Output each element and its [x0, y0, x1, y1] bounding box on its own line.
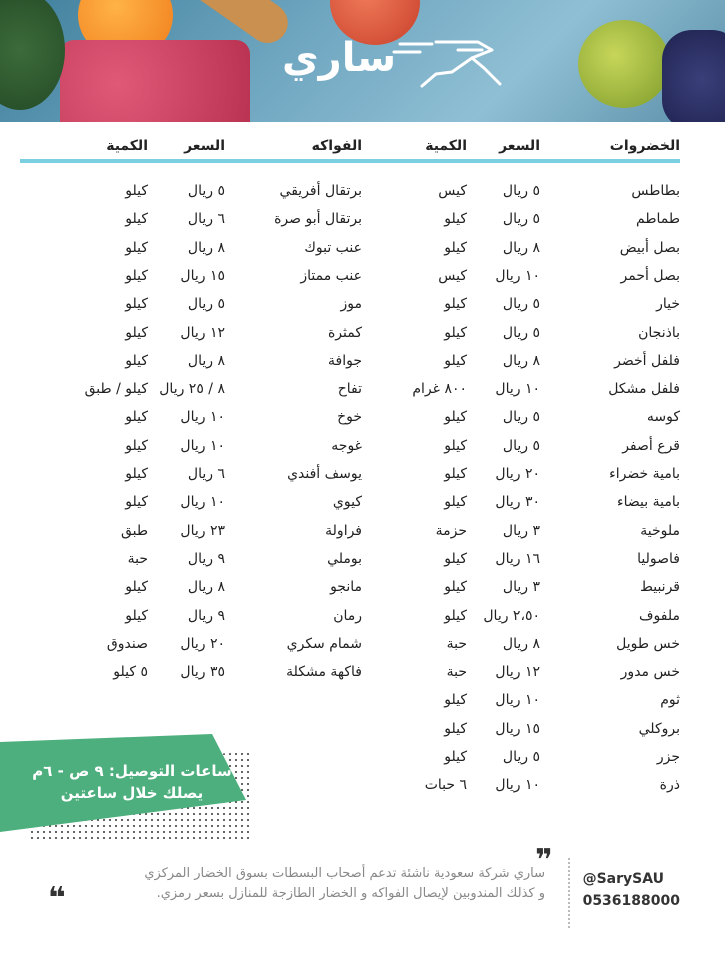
fruit-row	[0, 661, 725, 683]
fruit-row	[0, 293, 725, 315]
veg-qty: كيلو	[444, 240, 467, 256]
fruit-qty: كيلو	[125, 466, 148, 482]
about-line-1: ساري شركة سعودية ناشئة تدعم أصحاب البسطات بسوق الخضار المركزي	[144, 866, 545, 881]
fruit-qty: كيلو	[125, 268, 148, 284]
veg-name: خس مدور	[620, 664, 680, 680]
fruit-name: بوملي	[327, 551, 362, 567]
sary-logo	[282, 34, 512, 94]
kale-image	[0, 0, 65, 110]
fruit-price: ١٠ ريال	[180, 494, 225, 510]
veg-qty: كيلو	[444, 438, 467, 454]
fruit-qty: كيلو	[125, 211, 148, 227]
veg-price: ١٥ ريال	[495, 721, 540, 737]
fruit-row	[0, 406, 725, 428]
veg-price: ٣ ريال	[502, 523, 540, 539]
fruit-price: ٨ ريال	[187, 353, 225, 369]
veg-price: ٢٠ ريال	[495, 466, 540, 482]
fruit-price: ٨ ريال	[187, 240, 225, 256]
blueberries-image	[662, 30, 725, 122]
fruit-price-header: السعر	[184, 138, 225, 154]
fruit-qty: ٥ كيلو	[113, 664, 148, 680]
fruit-name: شمام سكري	[286, 636, 362, 652]
veg-price: ٥ ريال	[502, 325, 540, 341]
veg-price: ١٠ ريال	[495, 268, 540, 284]
contact-block	[583, 868, 680, 912]
veg-price: ٥ ريال	[502, 211, 540, 227]
header-banner	[0, 0, 725, 122]
fruit-qty: كيلو	[125, 409, 148, 425]
veg-price: ١٠ ريال	[495, 692, 540, 708]
veg-price: ٢،٥٠ ريال	[483, 608, 540, 624]
quote-open-icon: ❞	[535, 843, 553, 878]
fruit-row	[0, 322, 725, 344]
veg-qty: كيلو	[444, 211, 467, 227]
veg-qty: كيلو	[444, 721, 467, 737]
fruit-name: كيوي	[332, 494, 362, 510]
veg-price: ٨ ريال	[502, 353, 540, 369]
veg-qty: كيلو	[444, 325, 467, 341]
veg-name: بامية بيضاء	[617, 494, 680, 510]
fruit-qty: كيلو	[125, 296, 148, 312]
about-text	[65, 864, 545, 904]
veg-price: ١٦ ريال	[495, 551, 540, 567]
fruit-name: مانجو	[330, 579, 362, 595]
fruit-name: برتقال أبو صرة	[274, 211, 362, 227]
veg-price: ٥ ريال	[502, 438, 540, 454]
fruit-price: ٦ ريال	[187, 466, 225, 482]
veg-price: ٣٠ ريال	[495, 494, 540, 510]
veg-row	[0, 689, 725, 711]
veg-qty: كيلو	[444, 551, 467, 567]
fruit-row	[0, 633, 725, 655]
veg-price: ١٠ ريال	[495, 381, 540, 397]
veg-qty: ٦ حبات	[424, 777, 467, 793]
fruit-price: ١٥ ريال	[180, 268, 225, 284]
fruit-price: ١٢ ريال	[180, 325, 225, 341]
fruit-name: عنب ممتاز	[300, 268, 362, 284]
veg-price: ٥ ريال	[502, 296, 540, 312]
veg-name: فلفل مشكل	[608, 381, 680, 397]
veg-qty: كيلو	[444, 409, 467, 425]
fruit-row	[0, 378, 725, 400]
veg-qty-header: الكمية	[425, 138, 467, 154]
fruit-row	[0, 520, 725, 542]
fruit-name: كمثرة	[327, 325, 362, 341]
veg-name: بصل أحمر	[620, 268, 680, 284]
veg-name: ثوم	[660, 692, 680, 708]
fruit-row	[0, 237, 725, 259]
veg-price: ٨ ريال	[502, 240, 540, 256]
veg-header: الخضروات	[609, 138, 680, 154]
veg-price-header: السعر	[499, 138, 540, 154]
fruit-row	[0, 491, 725, 513]
veg-name: باذنجان	[638, 325, 680, 341]
fruit-name: جوافة	[328, 353, 362, 369]
veg-qty: حزمة	[435, 523, 467, 539]
veg-name: ملوخية	[640, 523, 680, 539]
veg-name: ذرة	[659, 777, 680, 793]
veg-price: ١٠ ريال	[495, 777, 540, 793]
fruit-qty: كيلو	[125, 353, 148, 369]
fruit-name: غوجه	[331, 438, 362, 454]
veg-qty: حبة	[446, 664, 467, 680]
avocado-image	[578, 20, 670, 108]
fruit-row	[0, 605, 725, 627]
fruit-row	[0, 265, 725, 287]
fruit-price: ٨ / ٢٥ ريال	[159, 381, 225, 397]
veg-name: جزر	[656, 749, 680, 765]
raspberry-basket-image	[60, 40, 250, 122]
veg-name: فاصوليا	[637, 551, 680, 567]
fruit-header: الفواكه	[311, 138, 362, 154]
fruit-price: ١٠ ريال	[180, 438, 225, 454]
fruit-name: تفاح	[337, 381, 362, 397]
fruit-qty: صندوق	[106, 636, 148, 652]
fruit-qty: حبة	[127, 551, 148, 567]
veg-qty: كيلو	[444, 749, 467, 765]
veg-qty: كيلو	[444, 692, 467, 708]
fruit-row	[0, 576, 725, 598]
veg-name: فلفل أخضر	[614, 353, 680, 369]
fruit-price: ٩ ريال	[187, 608, 225, 624]
veg-qty: كيلو	[444, 296, 467, 312]
fruit-row	[0, 350, 725, 372]
fruit-row	[0, 435, 725, 457]
about-line-2: و كذلك المندوبين لإيصال الفواكه و الخضار الطازجة للمنازل بسعر رمزي.	[156, 886, 545, 901]
veg-price: ٥ ريال	[502, 183, 540, 199]
footer-separator	[568, 858, 570, 928]
veg-price: ٨ ريال	[502, 636, 540, 652]
fruit-price: ١٠ ريال	[180, 409, 225, 425]
delivery-banner	[0, 734, 252, 842]
fruit-name: يوسف أفندي	[287, 466, 362, 482]
fruit-name: فاكهة مشكلة	[286, 664, 362, 680]
fruit-name: خوخ	[337, 409, 362, 425]
fruit-price: ٣٥ ريال	[180, 664, 225, 680]
fruit-qty-header: الكمية	[106, 138, 148, 154]
fruit-name: موز	[340, 296, 362, 312]
veg-qty: حبة	[446, 636, 467, 652]
fruit-qty: كيلو	[125, 325, 148, 341]
veg-name: خس طويل	[616, 636, 680, 652]
veg-name: بطاطس	[631, 183, 680, 199]
delivery-runner-icon	[392, 34, 512, 94]
fruit-price: ٨ ريال	[187, 579, 225, 595]
veg-price: ٥ ريال	[502, 749, 540, 765]
veg-qty: كيلو	[444, 353, 467, 369]
header-divider	[20, 159, 680, 163]
fruit-name: فراولة	[325, 523, 362, 539]
fruit-row	[0, 208, 725, 230]
veg-name: ملفوف	[639, 608, 680, 624]
veg-price: ١٢ ريال	[495, 664, 540, 680]
fruit-name: برتقال أفريقي	[279, 183, 362, 199]
veg-qty: ٨٠٠ غرام	[412, 381, 467, 397]
twitter-handle[interactable]: @SarySAU	[582, 871, 664, 887]
veg-qty: كيلو	[444, 494, 467, 510]
fruit-price: ٥ ريال	[187, 296, 225, 312]
fruit-price: ٢٠ ريال	[180, 636, 225, 652]
fruit-name: رمان	[333, 608, 362, 624]
veg-name: قرنبيط	[639, 579, 680, 595]
fruit-price: ٥ ريال	[187, 183, 225, 199]
fruit-row	[0, 180, 725, 202]
veg-qty: كيس	[438, 268, 467, 284]
fruit-qty: كيلو	[125, 608, 148, 624]
veg-name: بامية خضراء	[609, 466, 680, 482]
delivery-eta: يصلك خلال ساعتين	[60, 784, 204, 802]
quote-close-icon: ❝	[48, 881, 66, 916]
veg-name: قرع أصفر	[622, 438, 680, 454]
phone-number[interactable]: 0536188000	[582, 893, 680, 909]
fruit-price: ٦ ريال	[187, 211, 225, 227]
fruit-row	[0, 463, 725, 485]
veg-qty: كيلو	[444, 579, 467, 595]
fruit-qty: كيلو	[125, 183, 148, 199]
brand-name: ساري	[282, 35, 397, 81]
fruit-qty: طبق	[120, 523, 148, 539]
fruit-qty: كيلو	[125, 494, 148, 510]
veg-qty: كيس	[438, 183, 467, 199]
veg-name: بصل أبيض	[619, 240, 680, 256]
fruit-name: عنب تبوك	[304, 240, 362, 256]
veg-name: خيار	[656, 296, 680, 312]
veg-price: ٥ ريال	[502, 409, 540, 425]
delivery-hours: ساعات التوصيل: ٩ ص - ٦م	[32, 762, 232, 780]
fruit-qty: كيلو / طبق	[84, 381, 148, 397]
veg-name: كوسه	[646, 409, 680, 425]
fruit-qty: كيلو	[125, 579, 148, 595]
veg-qty: كيلو	[444, 466, 467, 482]
veg-price: ٣ ريال	[502, 579, 540, 595]
fruit-row	[0, 548, 725, 570]
veg-qty: كيلو	[444, 608, 467, 624]
fruit-qty: كيلو	[125, 438, 148, 454]
veg-name: طماطم	[636, 211, 680, 227]
fruit-price: ٢٣ ريال	[180, 523, 225, 539]
fruit-price: ٩ ريال	[187, 551, 225, 567]
fruit-qty: كيلو	[125, 240, 148, 256]
veg-name: بروكلي	[638, 721, 680, 737]
